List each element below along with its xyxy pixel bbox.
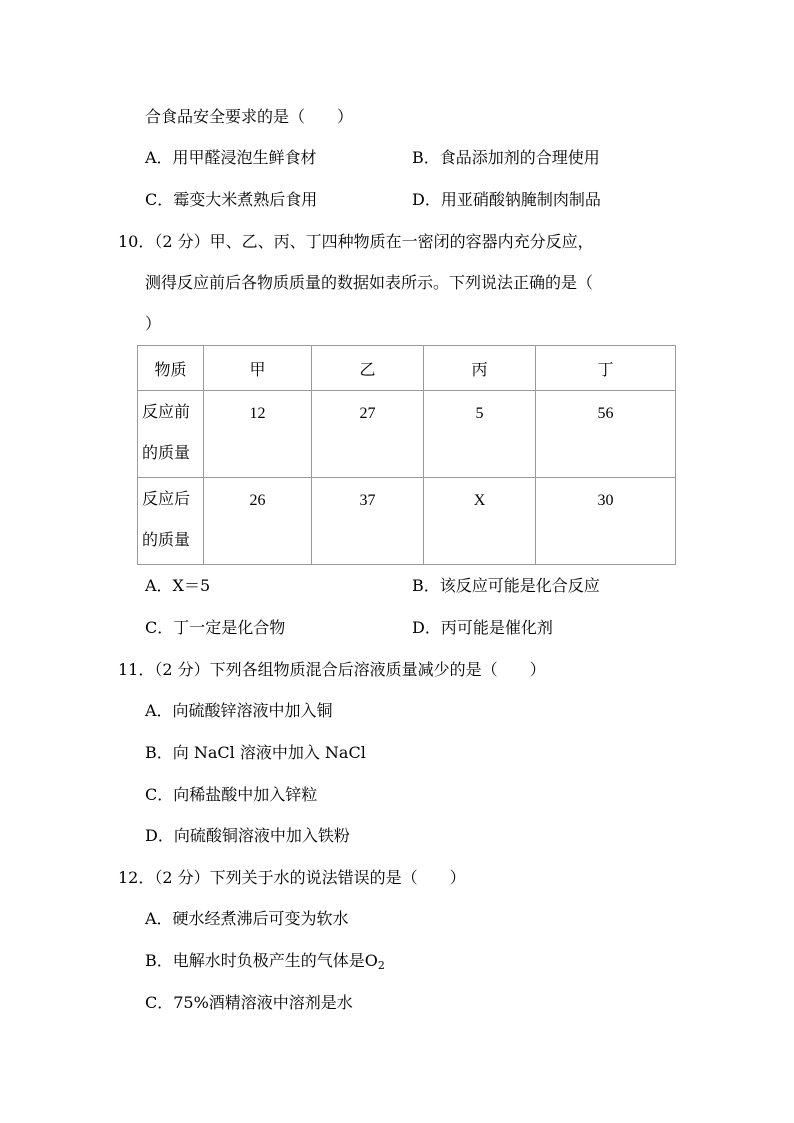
header-cell: 丁 — [536, 346, 676, 391]
q11-option-b: B．向 NaCl 溶液中加入 NaCl — [145, 743, 366, 762]
q11-option-d: D．向硫酸铜溶液中加入铁粉 — [145, 826, 350, 845]
table-cell — [424, 391, 536, 478]
table-row — [138, 478, 676, 565]
cell-value: X — [473, 492, 486, 509]
table-header-row — [138, 346, 676, 391]
q12-option-b-subscript: 2 — [377, 959, 385, 972]
row-label-line1: 反应后 — [142, 489, 191, 508]
q12-option-b — [145, 951, 385, 976]
header-cell: 乙 — [312, 346, 424, 391]
table-cell — [536, 391, 676, 478]
q9-option-b: B．食品添加剂的合理使用 — [412, 148, 600, 167]
q10-option-a: A．X＝5 — [145, 576, 211, 595]
table-cell — [312, 478, 424, 565]
q10-stem-line1: 10．（2 分）甲、乙、丙、丁四种物质在一密闭的容器内充分反应， — [118, 232, 594, 251]
table-cell — [204, 478, 312, 565]
q10-option-c: C．丁一定是化合物 — [145, 618, 286, 637]
table-cell — [204, 391, 312, 478]
q10-option-b: B．该反应可能是化合反应 — [412, 576, 600, 595]
row-label-cell — [138, 391, 204, 478]
q10-stem-line2: 测得反应前后各物质质量的数据如表所示。下列说法正确的是（ — [145, 273, 594, 292]
row-label-line2: 的质量 — [142, 530, 191, 549]
q12-option-c: C．75%酒精溶液中溶剂是水 — [145, 993, 353, 1012]
q9-option-c: C．霉变大米煮熟后食用 — [145, 190, 318, 209]
q12-option-a: A．硬水经煮沸后可变为软水 — [145, 909, 349, 928]
cell-value: 26 — [249, 492, 266, 509]
q9-option-d: D．用亚硝酸钠腌制肉制品 — [412, 190, 601, 209]
cell-value: 12 — [249, 405, 266, 422]
cell-value: 5 — [475, 405, 484, 422]
q11-stem: 11．（2 分）下列各组物质混合后溶液质量减少的是（ ） — [118, 660, 546, 679]
cell-value: 37 — [359, 492, 376, 509]
cell-value: 27 — [359, 405, 376, 422]
row-label-cell — [138, 478, 204, 565]
cell-value: 56 — [597, 405, 614, 422]
row-label-line2: 的质量 — [142, 443, 191, 462]
q12-option-b-text: B．电解水时负极产生的气体是O — [145, 951, 378, 970]
row-label-line1: 反应前 — [142, 402, 191, 421]
q9-option-a: A．用甲醛浸泡生鲜食材 — [145, 148, 317, 167]
header-cell: 甲 — [204, 346, 312, 391]
table-cell — [312, 391, 424, 478]
q11-option-a: A．向硫酸锌溶液中加入铜 — [145, 701, 333, 720]
q12-stem: 12．（2 分）下列关于水的说法错误的是（ ） — [118, 868, 466, 887]
table-row — [138, 391, 676, 478]
table-cell — [536, 478, 676, 565]
table-cell — [424, 478, 536, 565]
q10-stem-line3: ） — [145, 314, 162, 333]
header-cell: 丙 — [424, 346, 536, 391]
q9-stem-tail: 合食品安全要求的是（ ） — [145, 107, 354, 126]
q11-option-c: C．向稀盐酸中加入锌粒 — [145, 785, 318, 804]
mass-data-table — [137, 345, 676, 565]
header-cell: 物质 — [138, 346, 204, 391]
q10-option-d: D．丙可能是催化剂 — [412, 618, 553, 637]
cell-value: 30 — [597, 492, 614, 509]
